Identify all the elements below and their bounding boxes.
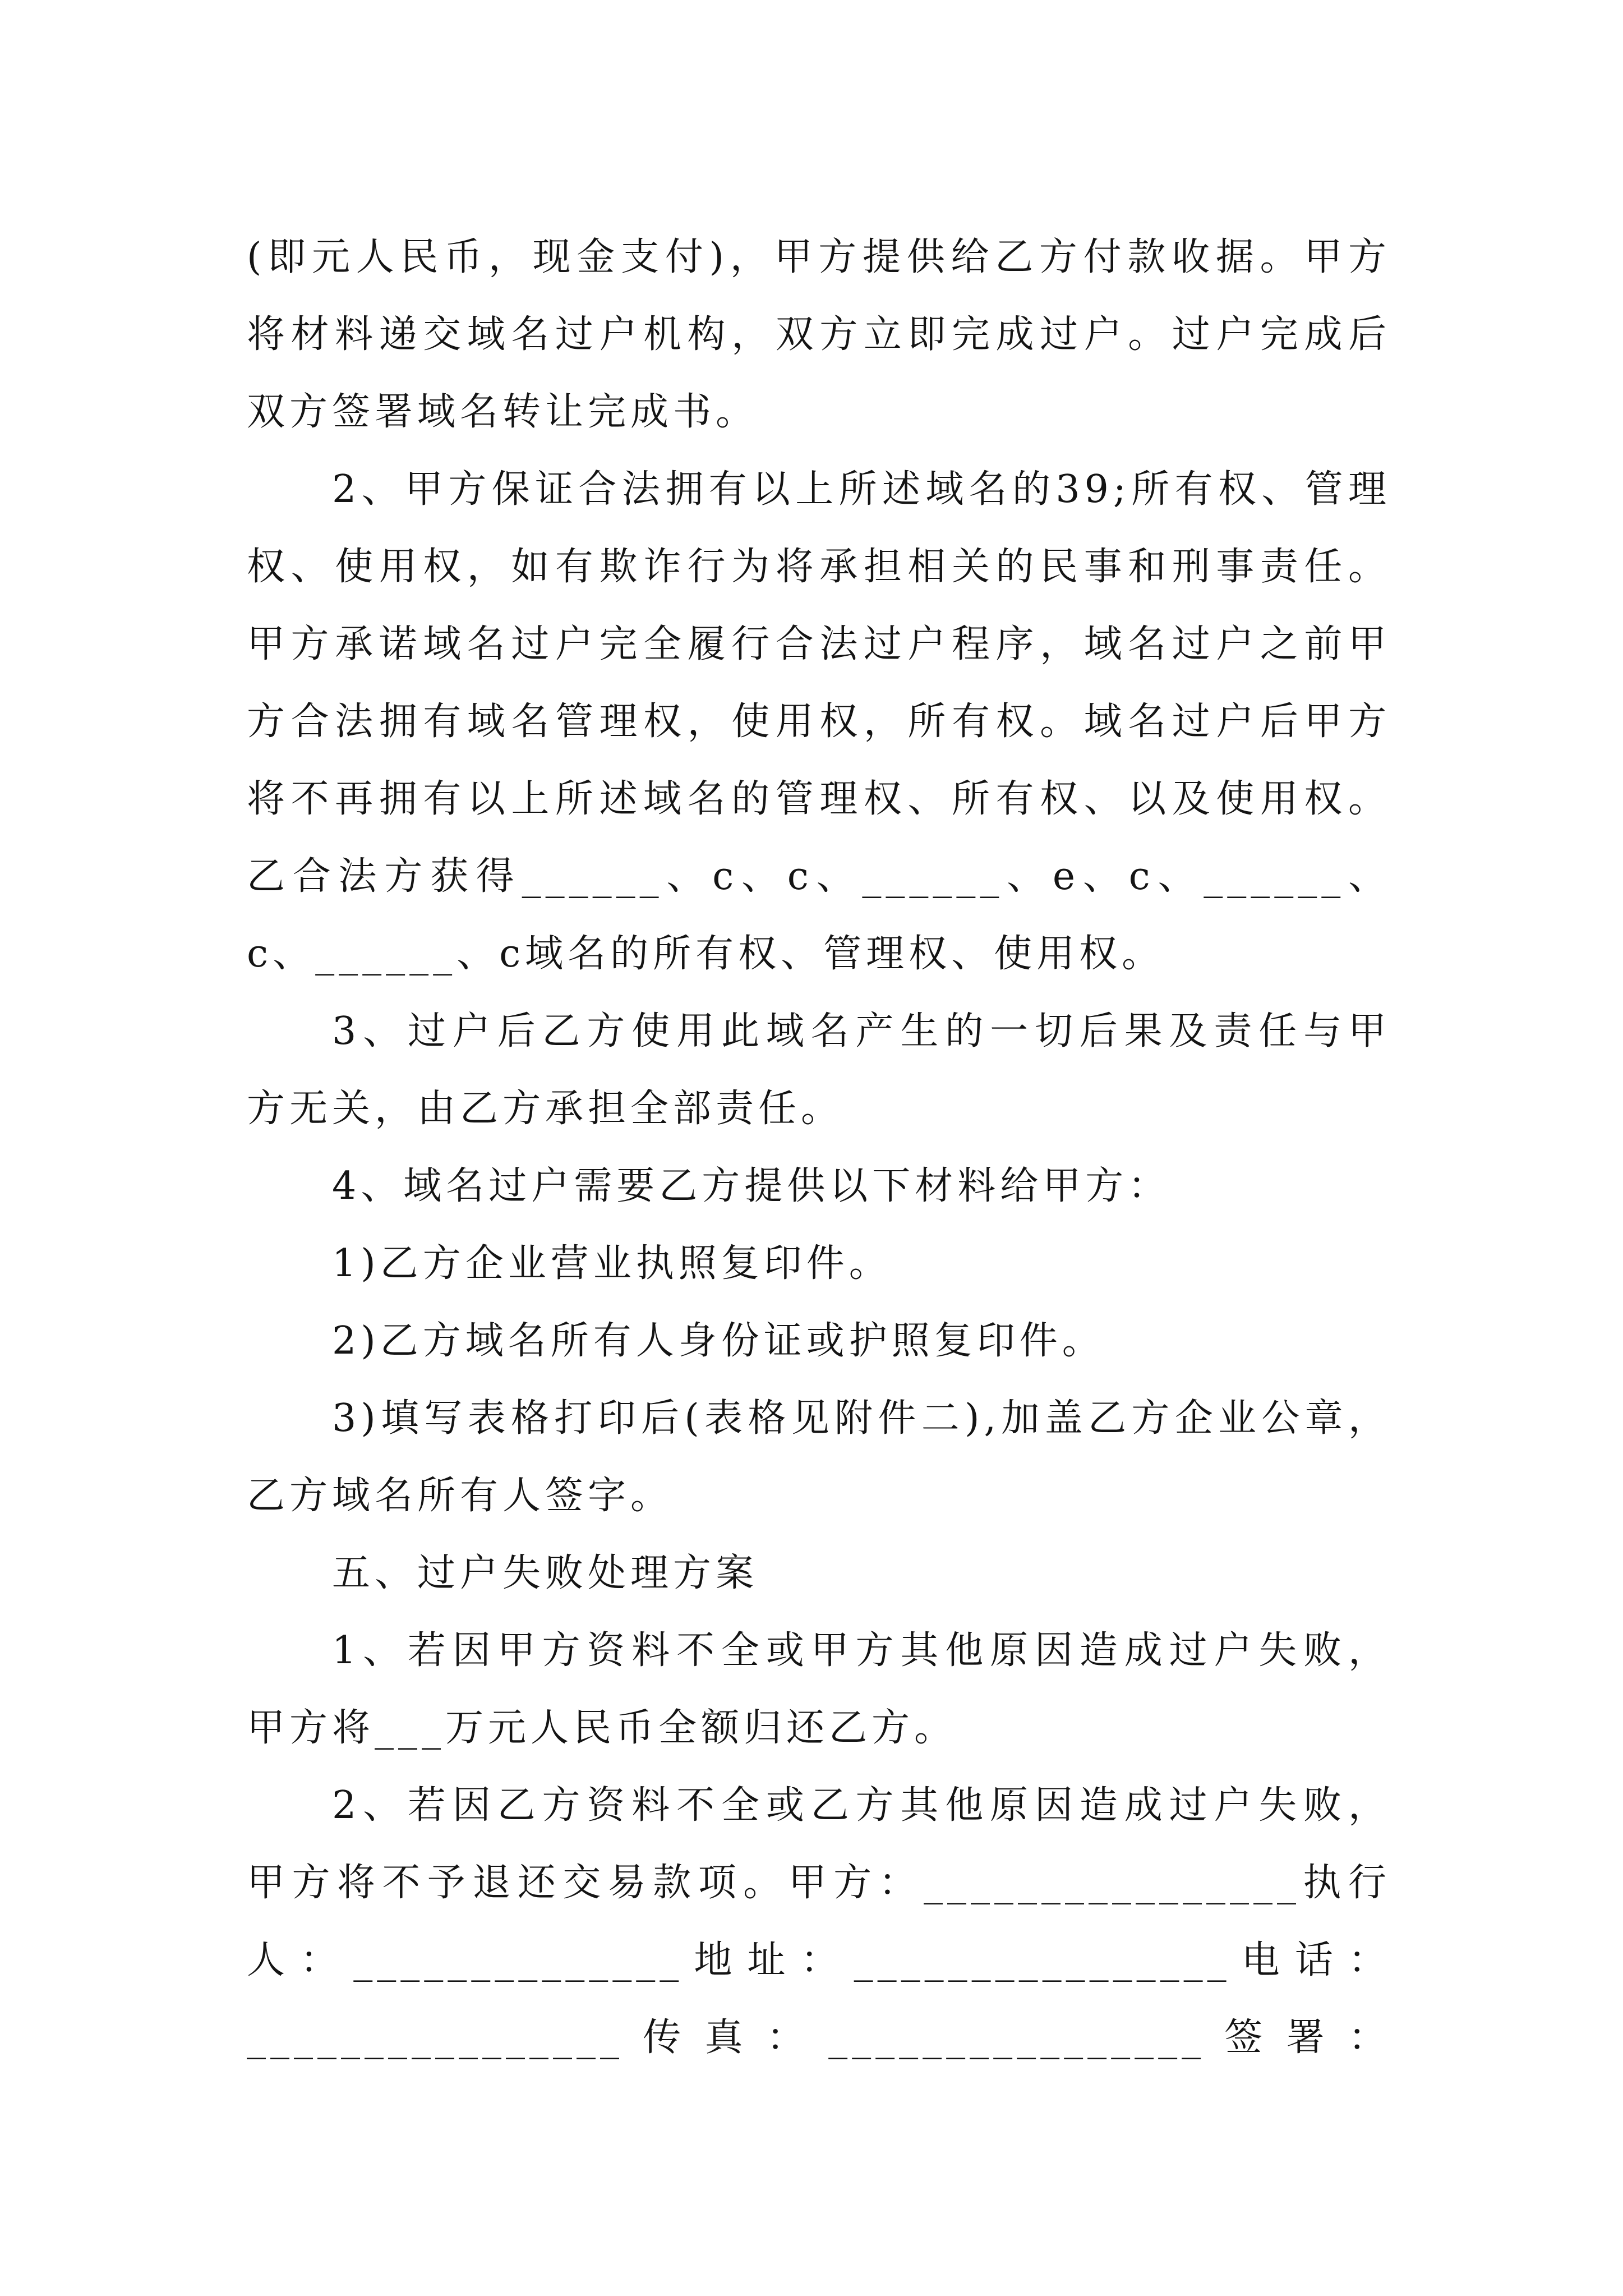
document-body <box>247 219 1391 2077</box>
text-line: 4、域名过户需要乙方提供以下材料给甲方： <box>332 1164 1171 1208</box>
text-line: 甲方将不予退还交易款项。甲方：________________执行 <box>247 1861 1391 1905</box>
text-line: 方无关，由乙方承担全部责任。 <box>247 1087 844 1131</box>
text-line: 将材料递交域名过户机构，双方立即完成过户。过户完成后 <box>247 312 1391 357</box>
text-line: 3)填写表格打印后(表格见附件二),加盖乙方企业公章， <box>332 1396 1391 1441</box>
text-line: 乙合法方获得______、c、c、______、e、c、______、 <box>247 854 1391 899</box>
text-line: 2)乙方域名所有人身份证或护照复印件。 <box>332 1319 1105 1363</box>
text-line: 1)乙方企业营业执照复印件。 <box>332 1241 892 1286</box>
text-line: 甲方将___万元人民币全额归还乙方。 <box>247 1706 957 1750</box>
text-line: 双方签署域名转让完成书。 <box>247 390 759 434</box>
text-line: 2、若因乙方资料不全或乙方其他原因造成过户失败， <box>332 1783 1391 1828</box>
text-line: c、______、c域名的所有权、管理权、使用权。 <box>247 932 1165 976</box>
text-line: 人：______________地址：________________电话： <box>247 1938 1391 1982</box>
text-line: 乙方域名所有人签字。 <box>247 1474 674 1518</box>
text-line: ________________传真：________________签署： <box>247 2016 1391 2060</box>
text-line: 2、甲方保证合法拥有以上所述域名的39;所有权、管理 <box>332 467 1391 512</box>
section-heading: 五、过户失败处理方案 <box>332 1551 759 1595</box>
text-line: 1、若因甲方资料不全或甲方其他原因造成过户失败， <box>332 1628 1391 1673</box>
text-line: 甲方承诺域名过户完全履行合法过户程序，域名过户之前甲 <box>247 622 1391 666</box>
text-line: 权、使用权，如有欺诈行为将承担相关的民事和刑事责任。 <box>247 545 1391 589</box>
text-line: 3、过户后乙方使用此域名产生的一切后果及责任与甲 <box>332 1009 1391 1053</box>
text-line: 将不再拥有以上所述域名的管理权、所有权、以及使用权。 <box>247 777 1391 821</box>
text-line: (即元人民币，现金支付)，甲方提供给乙方付款收据。甲方 <box>247 235 1391 279</box>
text-line: 方合法拥有域名管理权，使用权，所有权。域名过户后甲方 <box>247 700 1391 744</box>
